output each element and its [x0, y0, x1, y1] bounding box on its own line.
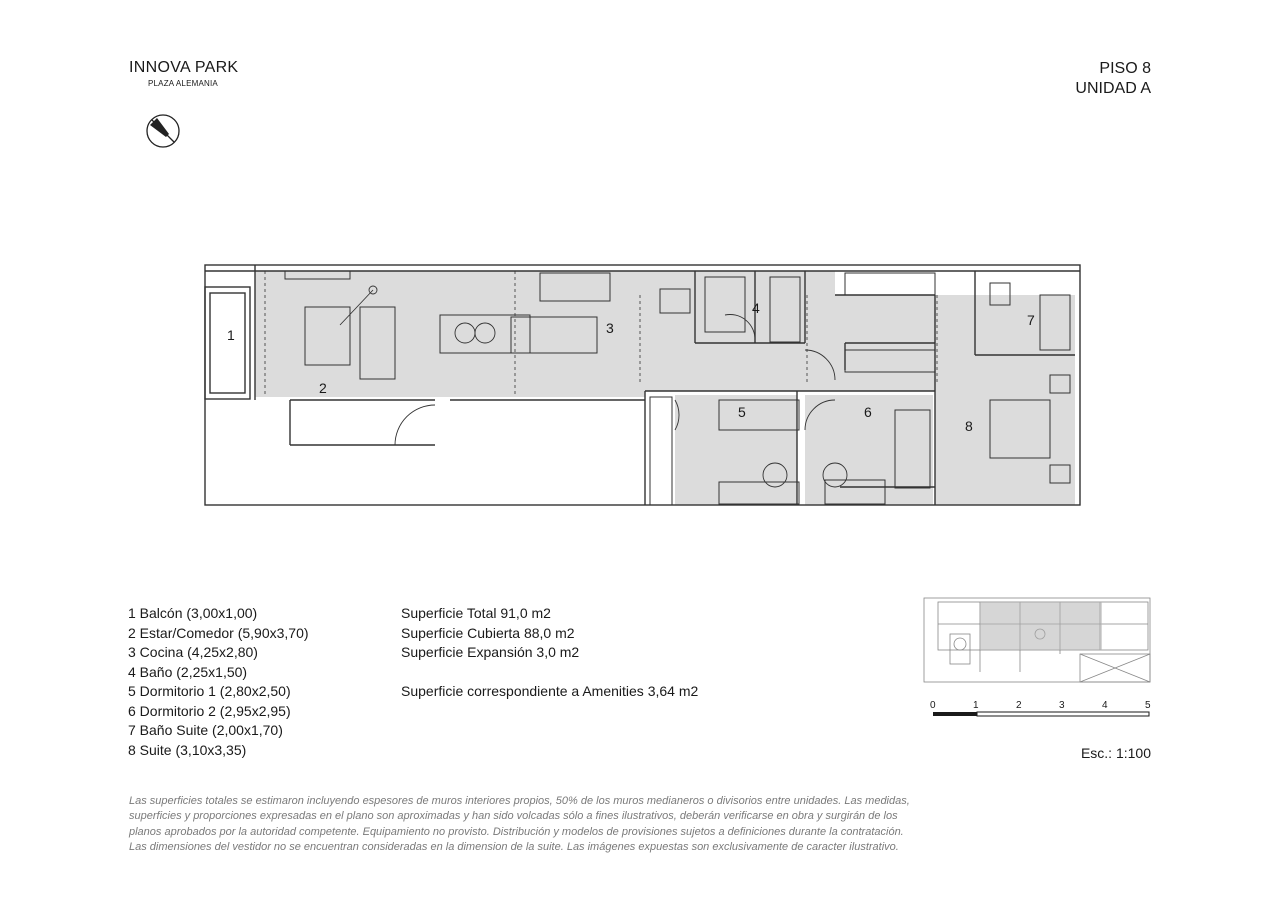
- brand-title: INNOVA PARK: [129, 59, 239, 76]
- room-item: 2 Estar/Comedor (5,90x3,70): [128, 624, 309, 641]
- room-item: 8 Suite (3,10x3,35): [128, 741, 247, 758]
- plan-label-4: 4: [752, 300, 760, 316]
- scale-tick: 5: [1145, 700, 1151, 711]
- disclaimer-line: superficies y proporciones expresadas en el plano son aproximadas y han sido volcadas sólo a fines ilustrativos, deberán verificarse en obra y surgirán de los: [129, 810, 898, 823]
- scale-label: Esc.: 1:100: [1080, 745, 1151, 761]
- plan-label-3: 3: [606, 320, 614, 336]
- area-expansion: Superficie Expansión 3,0 m2: [401, 644, 580, 660]
- plan-label-2: 2: [319, 380, 327, 396]
- plan-label-8: 8: [965, 418, 973, 434]
- room-item: 7 Baño Suite (2,00x1,70): [128, 722, 283, 738]
- scale-tick: 0: [930, 700, 936, 711]
- room-item: 5 Dormitorio 1 (2,80x2,50): [128, 683, 291, 699]
- floor-label: PISO 8: [1099, 60, 1151, 77]
- area-covered: Superficie Cubierta 88,0 m2: [401, 624, 575, 641]
- room-item: 4 Baño (2,25x1,50): [128, 663, 248, 680]
- plan-label-1: 1: [227, 327, 235, 343]
- scale-tick: 1: [973, 700, 979, 711]
- area-total: Superficie Total 91,0 m2: [401, 605, 551, 621]
- room-item: 6 Dormitorio 2 (2,95x2,95): [128, 702, 291, 719]
- scale-bar-graphic: [928, 696, 1154, 720]
- brand-subtitle: PLAZA ALEMANIA: [148, 79, 218, 88]
- area-amenities: Superficie correspondiente a Amenities 3,64 m2: [401, 683, 699, 699]
- disclaimer-line: Las dimensiones del vestidor no se encuentran consideradas en la dimension de la suite. Las imágenes expuestas son exclusivamente de caracter ilustrativo.: [129, 840, 899, 853]
- plan-label-6: 6: [864, 404, 872, 420]
- room-item: 1 Balcón (3,00x1,00): [128, 605, 258, 621]
- scale-bar: [928, 696, 1154, 725]
- plan-label-5: 5: [738, 404, 746, 420]
- floor-plan: [195, 255, 1085, 520]
- scale-tick: 3: [1059, 700, 1065, 711]
- unit-label: UNIDAD A: [1075, 80, 1151, 97]
- scale-tick: 4: [1102, 700, 1108, 711]
- unit-info: [1075, 59, 1151, 99]
- key-plan: [920, 594, 1152, 686]
- disclaimer-line: planos aprobados por la autoridad competente. Equipamiento no provisto. Distribución y modelos de provisiones sujetos a definiciones durante la contratación.: [129, 825, 904, 838]
- room-item: 3 Cocina (4,25x2,80): [128, 644, 258, 660]
- room-list: [128, 604, 309, 760]
- plan-label-7: 7: [1027, 312, 1035, 328]
- disclaimer: [129, 794, 1029, 855]
- disclaimer-line: Las superficies totales se estimaron incluyendo espesores de muros interiores propios, 50% de los muros medianeros o divisorios entre unidades. Las medidas,: [129, 795, 910, 807]
- area-summary: [401, 604, 698, 702]
- north-compass-icon: [145, 113, 183, 151]
- scale-tick: 2: [1016, 700, 1022, 711]
